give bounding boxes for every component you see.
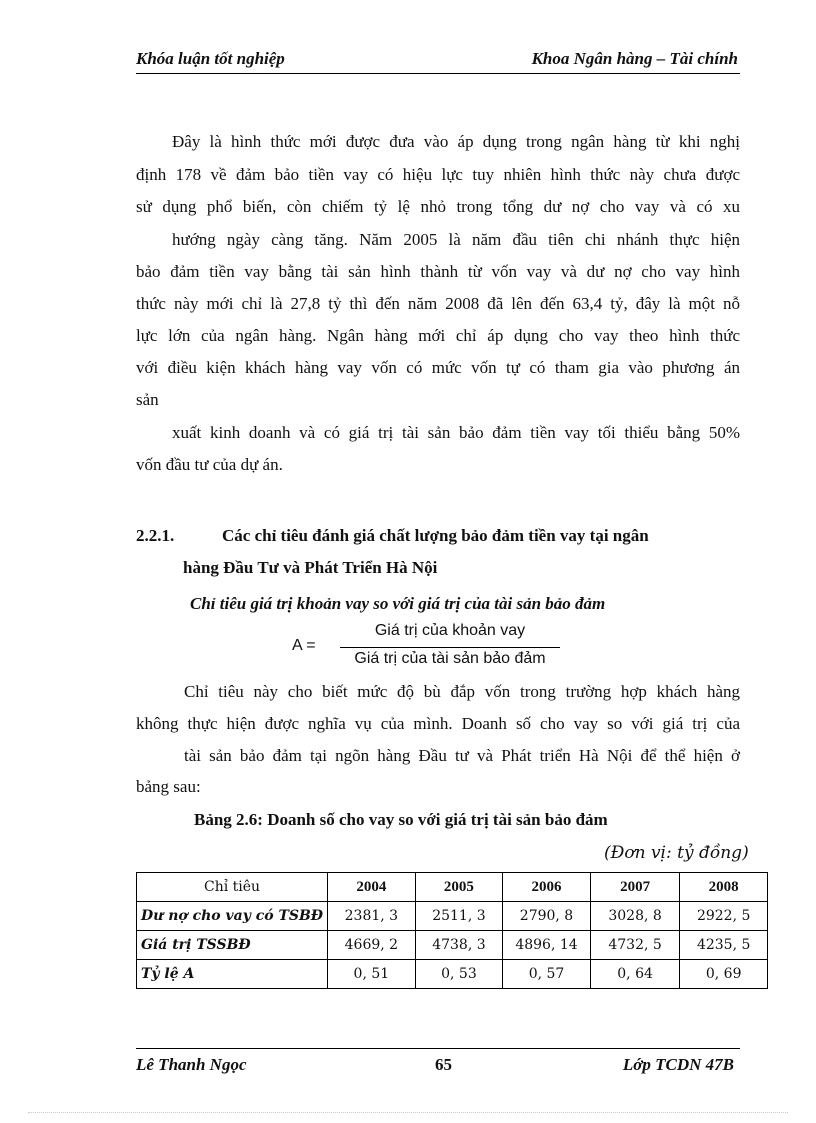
table-header-row — [137, 873, 768, 902]
formula-denominator: Giá trị của tài sản bảo đảm — [354, 650, 546, 667]
paragraph-line: Chỉ tiêu này cho biết mức độ bù đắp vốn trong trường hợp khách hàng — [184, 682, 740, 701]
paragraph-line: định 178 về đảm bảo tiền vay có hiệu lực tuy nhiên hình thức này chưa được — [136, 165, 740, 184]
formula-lhs: A = — [292, 637, 316, 654]
paragraph-line: thức này mới chỉ là 27,8 tỷ thì đến năm 2008 đã lên đến 63,4 tỷ, đây là một nỗ — [136, 294, 740, 313]
paragraph-line: bảng sau: — [136, 777, 201, 796]
row-label: Dư nợ cho vay có TSBĐ — [137, 902, 328, 931]
paragraph-line: Đây là hình thức mới được đưa vào áp dụng trong ngân hàng từ khi nghị — [172, 132, 740, 151]
column-header: 2005 — [415, 873, 503, 902]
table-cell: 2511, 3 — [415, 902, 503, 931]
footer-author: Lê Thanh Ngọc — [136, 1055, 247, 1074]
row-label: Tỷ lệ A — [137, 960, 328, 989]
paragraph-line: với điều kiện khách hàng vay vốn có mức vốn tự có tham gia vào phương án — [136, 358, 740, 377]
table-cell: 0, 53 — [415, 960, 503, 989]
table-cell: 4738, 3 — [415, 931, 503, 960]
data-table — [136, 872, 768, 989]
table-row — [137, 931, 768, 960]
header-right: Khoa Ngân hàng – Tài chính — [531, 49, 738, 68]
paragraph-line: vốn đầu tư của dự án. — [136, 455, 283, 474]
header-left: Khóa luận tốt nghiệp — [136, 49, 285, 68]
section-title: Các chỉ tiêu đánh giá chất lượng bảo đảm tiền vay tại ngân — [222, 526, 649, 545]
paragraph-line: hướng ngày càng tăng. Năm 2005 là năm đầu tiên chi nhánh thực hiện — [172, 230, 740, 249]
table-cell: 0, 69 — [680, 960, 768, 989]
page-header — [136, 47, 740, 74]
column-header: 2004 — [328, 873, 416, 902]
table-row — [137, 902, 768, 931]
table-unit: (Đơn vị: tỷ đồng) — [604, 843, 749, 863]
table-caption: Bảng 2.6: Doanh số cho vay so với giá trị tài sản bảo đảm — [194, 810, 608, 829]
table-cell: 0, 57 — [503, 960, 591, 989]
table-cell: 4235, 5 — [680, 931, 768, 960]
paragraph-line: không thực hiện được nghĩa vụ của mình. Doanh số cho vay so với giá trị của — [136, 714, 740, 733]
paragraph-line: lực lớn của ngân hàng. Ngân hàng mới chỉ áp dụng cho vay theo hình thức — [136, 326, 740, 345]
paragraph-line: sản — [136, 390, 159, 409]
page-number: 65 — [435, 1055, 452, 1074]
paragraph-line: xuất kinh doanh và có giá trị tài sản bảo đảm tiền vay tối thiểu bằng 50% — [172, 423, 740, 442]
column-header: 2006 — [503, 873, 591, 902]
column-header: 2008 — [680, 873, 768, 902]
paragraph-line: tài sản bảo đảm tại ngõn hàng Đầu tư và Phát triển Hà Nội để thể hiện ở — [184, 746, 740, 765]
table-cell: 4669, 2 — [328, 931, 416, 960]
table-cell: 2381, 3 — [328, 902, 416, 931]
table-cell: 2790, 8 — [503, 902, 591, 931]
table-row — [137, 960, 768, 989]
page-footer — [136, 1048, 740, 1079]
table-cell: 4896, 14 — [503, 931, 591, 960]
page-edge-divider — [28, 1112, 788, 1113]
table-cell: 3028, 8 — [590, 902, 680, 931]
table-cell: 4732, 5 — [590, 931, 680, 960]
fraction-bar — [340, 647, 560, 648]
table-cell: 0, 51 — [328, 960, 416, 989]
table-cell: 0, 64 — [590, 960, 680, 989]
section-title-continued: hàng Đầu Tư và Phát Triển Hà Nội — [183, 558, 438, 577]
column-header: Chỉ tiêu — [137, 873, 328, 902]
table-cell: 2922, 5 — [680, 902, 768, 931]
paragraph-line: bảo đảm tiền vay bằng tài sản hình thành từ vốn vay và dư nợ cho vay hình — [136, 262, 740, 281]
footer-class: Lớp TCDN 47B — [622, 1055, 734, 1074]
subheading: Chỉ tiêu giá trị khoản vay so với giá trị của tài sản bảo đảm — [190, 594, 606, 613]
section-number: 2.2.1. — [136, 526, 175, 545]
column-header: 2007 — [590, 873, 680, 902]
paragraph-line: sử dụng phổ biến, còn chiếm tỷ lệ nhỏ trong tổng dư nợ cho vay và có xu — [136, 197, 740, 216]
formula-numerator: Giá trị của khoản vay — [374, 622, 526, 639]
row-label: Giá trị TSSBĐ — [137, 931, 328, 960]
